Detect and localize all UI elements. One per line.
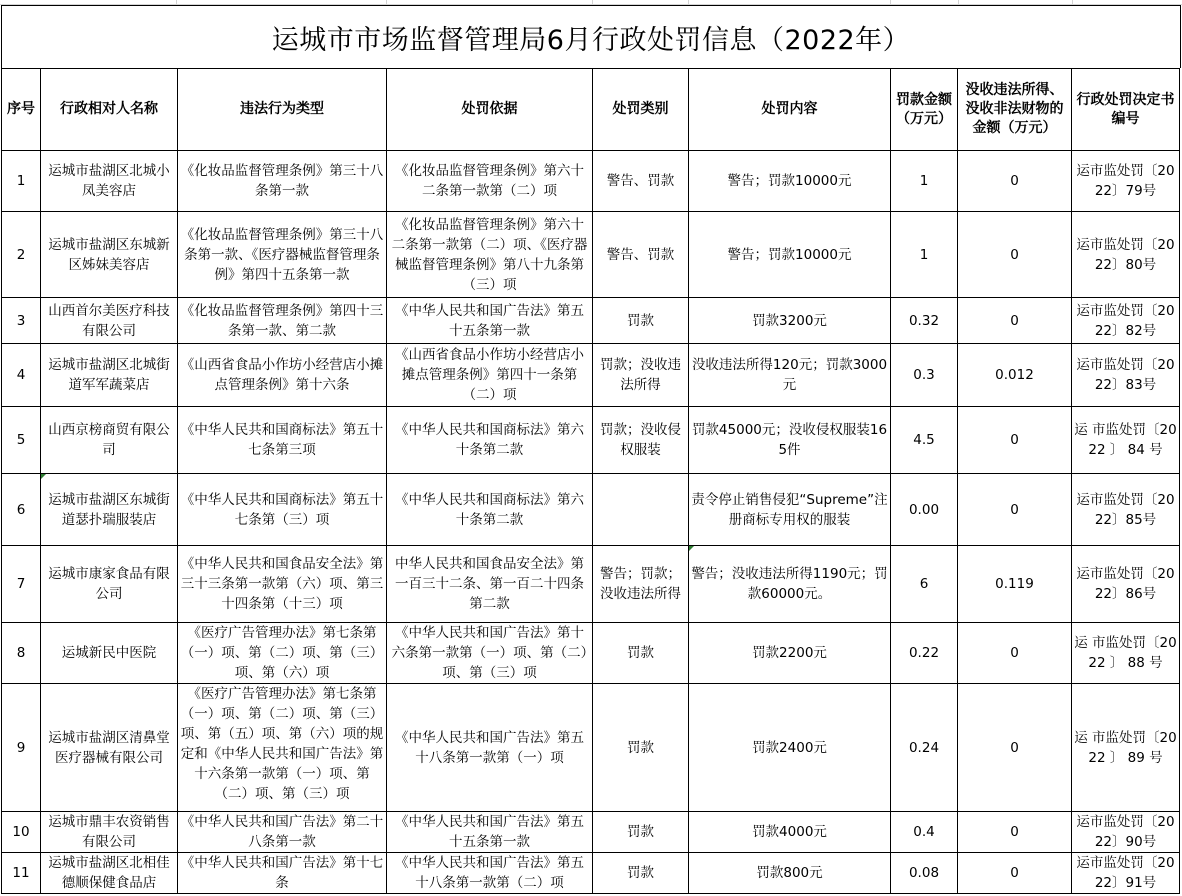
cell-seq: 11 (2, 853, 41, 894)
cell-category: 罚款；没收违法所得 (593, 344, 689, 407)
cell-category: 罚款 (593, 812, 689, 853)
cell-seq: 4 (2, 344, 41, 407)
cell-content: 罚款2400元 (689, 684, 891, 812)
cell-confiscated: 0 (958, 853, 1072, 894)
cell-violation: 《中华人民共和国商标法》第五十七条第三项 (178, 407, 387, 474)
table-row (2, 684, 1180, 812)
cell-decision-no: 运 市监处罚〔2022 〕 84 号 (1072, 407, 1180, 474)
cell-basis: 《中华人民共和国商标法》第六十条第二款 (387, 407, 593, 474)
table-row (2, 212, 1180, 298)
cell-seq: 7 (2, 546, 41, 623)
cell-content-text: 警告；没收违法所得1190元；罚款60000元。 (691, 566, 888, 602)
cell-party: 运城市盐湖区清鼻堂医疗器械有限公司 (41, 684, 178, 812)
cell-basis: 中华人民共和国食品安全法》第一百三十二条、第一百二十四条第二款 (387, 546, 593, 623)
cell-category: 警告、罚款 (593, 151, 689, 212)
penalty-table (1, 68, 1180, 894)
cell-amount: 0.22 (891, 623, 958, 684)
cell-amount: 0.4 (891, 812, 958, 853)
table-row (2, 623, 1180, 684)
cell-party: 运城新民中医院 (41, 623, 178, 684)
cell-decision-no: 运市监处罚〔2022〕83号 (1072, 344, 1180, 407)
cell-category: 罚款 (593, 853, 689, 894)
header-seq: 序号 (2, 69, 41, 151)
header-row (2, 69, 1180, 151)
cell-decision-no: 运市监处罚〔2022〕80号 (1072, 212, 1180, 298)
cell-comment-marker (689, 546, 694, 551)
cell-category: 罚款；没收侵权服装 (593, 407, 689, 474)
cell-content: 罚款45000元；没收侵权服装165件 (689, 407, 891, 474)
cell-content: 罚款2200元 (689, 623, 891, 684)
cell-amount: 0.24 (891, 684, 958, 812)
cell-party: 运城市盐湖区北相佳德顺保健食品店 (41, 853, 178, 894)
cell-decision-no: 运市监处罚〔2022〕90号 (1072, 812, 1180, 853)
header-violation: 违法行为类型 (178, 69, 387, 151)
table-row (2, 546, 1180, 623)
table-row (2, 407, 1180, 474)
cell-category: 罚款 (593, 684, 689, 812)
cell-basis: 《化妆品监督管理条例》第六十二条第一款第（二）项、《医疗器械监督管理条例》第八十九条第（三）项 (387, 212, 593, 298)
cell-confiscated: 0 (958, 623, 1072, 684)
header-content: 处罚内容 (689, 69, 891, 151)
cell-confiscated: 0 (958, 684, 1072, 812)
cell-content: 罚款4000元 (689, 812, 891, 853)
header-category: 处罚类别 (593, 69, 689, 151)
cell-confiscated: 0 (958, 407, 1072, 474)
cell-basis: 《中华人民共和国广告法》第十六条第一款第（一）项、第（二）项、第（三）项 (387, 623, 593, 684)
cell-violation: 《化妆品监督管理条例》第四十三条第一款、第二款 (178, 298, 387, 344)
cell-seq: 5 (2, 407, 41, 474)
cell-category: 罚款 (593, 298, 689, 344)
header-decision-no: 行政处罚决定书编号 (1072, 69, 1180, 151)
cell-decision-no: 运市监处罚〔2022〕85号 (1072, 474, 1180, 546)
cell-confiscated: 0 (958, 474, 1072, 546)
cell-category (593, 474, 689, 546)
cell-party: 运城市盐湖区北城小凤美容店 (41, 151, 178, 212)
cell-category: 警告；罚款；没收违法所得 (593, 546, 689, 623)
cell-violation: 《化妆品监督管理条例》第三十八条第一款 (178, 151, 387, 212)
cell-decision-no: 运市监处罚〔2022〕91号 (1072, 853, 1180, 894)
cell-seq: 9 (2, 684, 41, 812)
cell-content: 没收违法所得120元；罚款3000元 (689, 344, 891, 407)
cell-confiscated: 0 (958, 812, 1072, 853)
cell-content: 警告；罚款10000元 (689, 151, 891, 212)
cell-party (41, 474, 178, 546)
cell-decision-no: 运 市监处罚〔2022 〕 88 号 (1072, 623, 1180, 684)
cell-seq: 10 (2, 812, 41, 853)
cell-content: 责令停止销售侵犯“Supreme”注册商标专用权的服装 (689, 474, 891, 546)
cell-decision-no: 运市监处罚〔2022〕79号 (1072, 151, 1180, 212)
cell-confiscated: 0 (958, 151, 1072, 212)
cell-party: 山西京榜商贸有限公司 (41, 407, 178, 474)
cell-category: 罚款 (593, 623, 689, 684)
cell-amount: 4.5 (891, 407, 958, 474)
header-confiscated: 没收违法所得、没收非法财物的金额（万元） (958, 69, 1072, 151)
cell-basis: 《中华人民共和国广告法》第五十八条第一款第（二）项 (387, 853, 593, 894)
cell-basis: 《化妆品监督管理条例》第六十二条第一款第（二）项 (387, 151, 593, 212)
table-row (2, 151, 1180, 212)
header-amount: 罚款金额（万元） (891, 69, 958, 151)
table-row (2, 812, 1180, 853)
table-row (2, 344, 1180, 407)
cell-violation: 《化妆品监督管理条例》第三十八条第一款、《医疗器械监督管理条例》第四十五条第一款 (178, 212, 387, 298)
cell-basis: 《中华人民共和国商标法》第六十条第二款 (387, 474, 593, 546)
cell-violation: 《医疗广告管理办法》第七条第（一）项、第（二）项、第（三）项、第（六）项 (178, 623, 387, 684)
cell-category: 警告、罚款 (593, 212, 689, 298)
cell-violation (178, 684, 387, 812)
cell-violation: 《山西省食品小作坊小经营店小摊点管理条例》第十六条 (178, 344, 387, 407)
cell-confiscated: 0.012 (958, 344, 1072, 407)
cell-basis: 《中华人民共和国广告法》第五十五条第一款 (387, 812, 593, 853)
cell-content: 警告；罚款10000元 (689, 212, 891, 298)
cell-party-text: 运城市盐湖区东城街道瑟扑瑞服装店 (48, 491, 170, 528)
cell-confiscated: 0 (958, 212, 1072, 298)
cell-party: 运城市盐湖区东城新区姊妹美容店 (41, 212, 178, 298)
cell-comment-marker (41, 474, 46, 479)
cell-basis: 《中华人民共和国广告法》第五十八条第一款第（一）项 (387, 684, 593, 812)
cell-content: 罚款800元 (689, 853, 891, 894)
cell-party: 运城市鼎丰农资销售有限公司 (41, 812, 178, 853)
cell-violation: 《中华人民共和国广告法》第十七条 (178, 853, 387, 894)
table-row (2, 853, 1180, 894)
cell-party: 运城市盐湖区北城街道军军蔬菜店 (41, 344, 178, 407)
cell-amount: 6 (891, 546, 958, 623)
cell-basis: 《山西省食品小作坊小经营店小摊点管理条例》第四十一条第（二）项 (387, 344, 593, 407)
cell-amount: 0.00 (891, 474, 958, 546)
cell-content (689, 546, 891, 623)
cell-confiscated: 0 (958, 298, 1072, 344)
cell-basis: 《中华人民共和国广告法》第五十五条第一款 (387, 298, 593, 344)
cell-violation: 《中华人民共和国广告法》第二十八条第一款 (178, 812, 387, 853)
cell-seq: 3 (2, 298, 41, 344)
header-party: 行政相对人名称 (41, 69, 178, 151)
cell-decision-no: 运市监处罚〔2022〕86号 (1072, 546, 1180, 623)
cell-amount: 1 (891, 151, 958, 212)
cell-amount: 0.3 (891, 344, 958, 407)
cell-violation-text: 《医疗广告管理办法》第七条第（一）项、第（二）项、第（三）项、第（五）项、第（六）项的规定和《中华人民共和国广告法》第十六条第一款第（一）项、第（二）项、第（三）项 (180, 686, 384, 802)
cell-seq: 2 (2, 212, 41, 298)
cell-amount: 0.08 (891, 853, 958, 894)
cell-violation: 《中华人民共和国商标法》第五十七条第（三）项 (178, 474, 387, 546)
cell-content: 罚款3200元 (689, 298, 891, 344)
cell-seq: 6 (2, 474, 41, 546)
cell-seq: 1 (2, 151, 41, 212)
cell-amount: 1 (891, 212, 958, 298)
cell-violation: 《中华人民共和国食品安全法》第三十三条第一款第（六）项、第三十四条第（十三）项 (178, 546, 387, 623)
header-basis: 处罚依据 (387, 69, 593, 151)
cell-decision-no: 运市监处罚〔2022〕82号 (1072, 298, 1180, 344)
table-row (2, 474, 1180, 546)
cell-confiscated: 0.119 (958, 546, 1072, 623)
page-title: 运城市市场监督管理局6月行政处罚信息（2022年） (1, 5, 1181, 68)
cell-decision-no: 运 市监处罚〔2022 〕 89 号 (1072, 684, 1180, 812)
table-row (2, 298, 1180, 344)
cell-amount: 0.32 (891, 298, 958, 344)
cell-party: 运城市康家食品有限公司 (41, 546, 178, 623)
cell-party: 山西首尔美医疗科技有限公司 (41, 298, 178, 344)
cell-seq: 8 (2, 623, 41, 684)
